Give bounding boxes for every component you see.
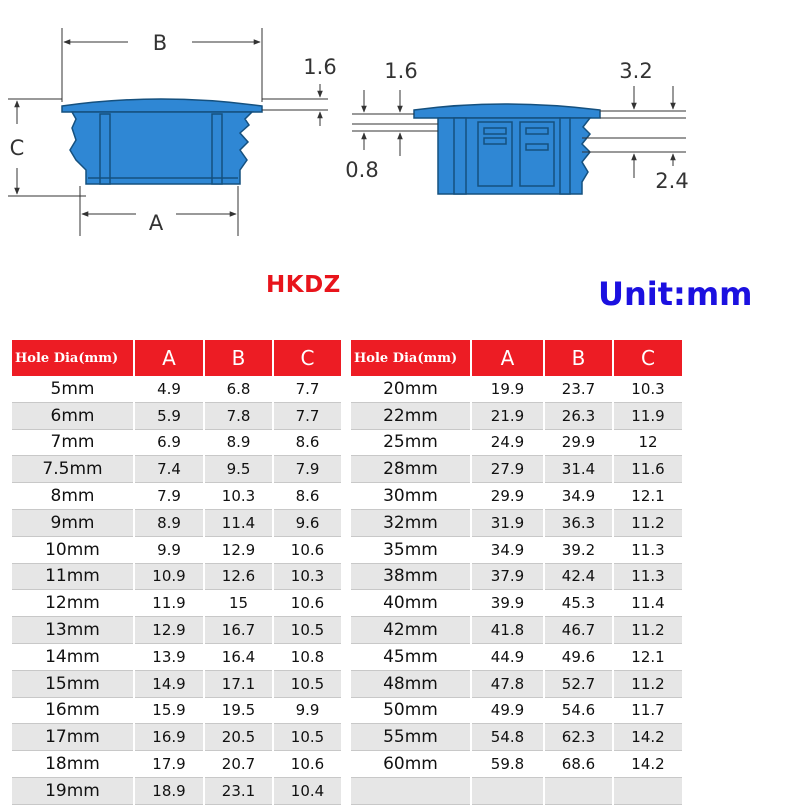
cell-b <box>544 777 613 804</box>
table-row <box>12 536 342 563</box>
cell-b: 29.9 <box>544 429 613 456</box>
cell-b: 16.7 <box>204 617 273 644</box>
cell-a: 24.9 <box>471 429 544 456</box>
plug-shape-right <box>414 104 600 194</box>
cell-c: 7.7 <box>273 376 342 402</box>
table-row <box>12 617 342 644</box>
cell-a: 8.9 <box>134 509 204 536</box>
cell-c: 14.2 <box>613 724 683 751</box>
cell-c: 11.4 <box>613 590 683 617</box>
table-row <box>12 697 342 724</box>
cell-b: 11.4 <box>204 509 273 536</box>
table-row <box>12 643 342 670</box>
cell-hole-dia: 13mm <box>12 617 134 644</box>
cell-a: 12.9 <box>134 617 204 644</box>
header-b: B <box>204 340 273 376</box>
table-row <box>12 376 342 402</box>
cell-a: 14.9 <box>134 670 204 697</box>
brand-name: HKDZ <box>266 272 341 298</box>
cell-hole-dia: 9mm <box>12 509 134 536</box>
label-bottom-right: 2.4 <box>655 169 689 193</box>
table-row <box>351 536 683 563</box>
cell-hole-dia: 15mm <box>12 670 134 697</box>
table-row <box>12 563 342 590</box>
table-row <box>12 751 342 778</box>
cell-b: 19.5 <box>204 697 273 724</box>
table-row <box>351 643 683 670</box>
header-a: A <box>471 340 544 376</box>
table-header-row <box>351 340 683 376</box>
cell-c: 10.4 <box>273 777 342 804</box>
header-b: B <box>544 340 613 376</box>
cell-hole-dia: 25mm <box>351 429 471 456</box>
table-row <box>351 402 683 429</box>
cell-a <box>471 777 544 804</box>
cell-a: 27.9 <box>471 456 544 483</box>
cell-c: 11.9 <box>613 402 683 429</box>
cell-c: 12.1 <box>613 643 683 670</box>
cell-b: 26.3 <box>544 402 613 429</box>
table-row <box>351 617 683 644</box>
cell-c: 10.6 <box>273 590 342 617</box>
cell-c: 10.6 <box>273 536 342 563</box>
table-row <box>12 724 342 751</box>
cell-hole-dia: 12mm <box>12 590 134 617</box>
cell-hole-dia: 8mm <box>12 483 134 510</box>
label-bottom-left: 0.8 <box>345 158 379 182</box>
table-row <box>351 751 683 778</box>
cell-c: 10.3 <box>273 563 342 590</box>
header-hole-dia: Hole Dia(mm) <box>351 340 471 376</box>
header-c: C <box>613 340 683 376</box>
cell-hole-dia: 17mm <box>12 724 134 751</box>
header-a: A <box>134 340 204 376</box>
cell-a: 4.9 <box>134 376 204 402</box>
cell-c: 11.7 <box>613 697 683 724</box>
cell-a: 44.9 <box>471 643 544 670</box>
cell-c: 7.9 <box>273 456 342 483</box>
label-top-left: 1.6 <box>384 59 418 83</box>
cell-c: 9.9 <box>273 697 342 724</box>
cell-b: 34.9 <box>544 483 613 510</box>
cell-hole-dia: 5mm <box>12 376 134 402</box>
cell-hole-dia: 20mm <box>351 376 471 402</box>
cell-b: 23.7 <box>544 376 613 402</box>
cell-hole-dia: 14mm <box>12 643 134 670</box>
cell-c: 11.2 <box>613 509 683 536</box>
table-row <box>12 777 342 804</box>
table-row <box>351 724 683 751</box>
cell-b: 7.8 <box>204 402 273 429</box>
cell-c: 10.6 <box>273 751 342 778</box>
cell-hole-dia: 42mm <box>351 617 471 644</box>
spec-table-right <box>351 340 684 805</box>
left-view <box>8 28 337 236</box>
table-row <box>12 670 342 697</box>
table-row <box>351 590 683 617</box>
cell-hole-dia: 11mm <box>12 563 134 590</box>
cell-hole-dia: 19mm <box>12 777 134 804</box>
table-row <box>351 670 683 697</box>
cell-a: 34.9 <box>471 536 544 563</box>
dimension-diagram <box>0 0 800 260</box>
cell-a: 39.9 <box>471 590 544 617</box>
cell-hole-dia: 22mm <box>351 402 471 429</box>
table-row <box>351 376 683 402</box>
cell-a: 21.9 <box>471 402 544 429</box>
cell-hole-dia: 60mm <box>351 751 471 778</box>
cell-a: 41.8 <box>471 617 544 644</box>
cell-hole-dia: 16mm <box>12 697 134 724</box>
label-a: A <box>148 211 164 235</box>
cell-hole-dia: 7mm <box>12 429 134 456</box>
table-row <box>12 509 342 536</box>
cell-b: 8.9 <box>204 429 273 456</box>
label-c: C <box>9 136 25 160</box>
cell-hole-dia: 28mm <box>351 456 471 483</box>
cell-a: 18.9 <box>134 777 204 804</box>
cell-a: 13.9 <box>134 643 204 670</box>
cell-a: 59.8 <box>471 751 544 778</box>
cell-c: 12 <box>613 429 683 456</box>
cell-a: 9.9 <box>134 536 204 563</box>
table-row <box>12 483 342 510</box>
cell-a: 7.9 <box>134 483 204 510</box>
cell-b: 6.8 <box>204 376 273 402</box>
header-hole-dia: Hole Dia(mm) <box>12 340 134 376</box>
cell-b: 9.5 <box>204 456 273 483</box>
cell-b: 42.4 <box>544 563 613 590</box>
cell-b: 16.4 <box>204 643 273 670</box>
cell-b: 23.1 <box>204 777 273 804</box>
cell-c: 10.5 <box>273 617 342 644</box>
table-row <box>12 590 342 617</box>
cell-b: 46.7 <box>544 617 613 644</box>
cell-hole-dia: 48mm <box>351 670 471 697</box>
table-row <box>351 483 683 510</box>
table-row <box>351 777 683 804</box>
cell-b: 15 <box>204 590 273 617</box>
cell-a: 49.9 <box>471 697 544 724</box>
table-row <box>12 402 342 429</box>
cell-a: 10.9 <box>134 563 204 590</box>
cell-c: 7.7 <box>273 402 342 429</box>
cell-hole-dia: 6mm <box>12 402 134 429</box>
cell-b: 52.7 <box>544 670 613 697</box>
cell-b: 36.3 <box>544 509 613 536</box>
cell-c: 8.6 <box>273 429 342 456</box>
header-c: C <box>273 340 342 376</box>
cell-b: 20.7 <box>204 751 273 778</box>
label-b: B <box>152 31 168 55</box>
cell-hole-dia: 38mm <box>351 563 471 590</box>
cell-hole-dia: 18mm <box>12 751 134 778</box>
plug-shape-left <box>62 99 262 184</box>
cell-hole-dia <box>351 777 471 804</box>
cell-a: 17.9 <box>134 751 204 778</box>
cell-a: 16.9 <box>134 724 204 751</box>
spec-table-left <box>12 340 343 805</box>
cell-hole-dia: 55mm <box>351 724 471 751</box>
cell-a: 31.9 <box>471 509 544 536</box>
table-row <box>351 456 683 483</box>
cell-hole-dia: 35mm <box>351 536 471 563</box>
cell-b: 12.9 <box>204 536 273 563</box>
cell-b: 54.6 <box>544 697 613 724</box>
unit-label: Unit:mm <box>598 275 753 313</box>
cell-hole-dia: 45mm <box>351 643 471 670</box>
cell-a: 54.8 <box>471 724 544 751</box>
cell-c: 12.1 <box>613 483 683 510</box>
label-thickness: 1.6 <box>303 55 337 79</box>
cell-hole-dia: 50mm <box>351 697 471 724</box>
cell-b: 20.5 <box>204 724 273 751</box>
cell-b: 12.6 <box>204 563 273 590</box>
right-view <box>345 59 688 194</box>
cell-c: 11.3 <box>613 563 683 590</box>
cell-a: 5.9 <box>134 402 204 429</box>
cell-a: 7.4 <box>134 456 204 483</box>
table-row <box>351 509 683 536</box>
cell-c: 8.6 <box>273 483 342 510</box>
cell-a: 19.9 <box>471 376 544 402</box>
cell-hole-dia: 32mm <box>351 509 471 536</box>
cell-c: 10.3 <box>613 376 683 402</box>
cell-c: 11.3 <box>613 536 683 563</box>
table-row <box>12 456 342 483</box>
cell-c: 10.5 <box>273 724 342 751</box>
cell-b: 45.3 <box>544 590 613 617</box>
cell-a: 11.9 <box>134 590 204 617</box>
cell-c: 10.5 <box>273 670 342 697</box>
cell-c: 11.6 <box>613 456 683 483</box>
cell-b: 49.6 <box>544 643 613 670</box>
cell-b: 68.6 <box>544 751 613 778</box>
cell-c: 11.2 <box>613 617 683 644</box>
cell-c: 10.8 <box>273 643 342 670</box>
table-row <box>351 697 683 724</box>
cell-a: 15.9 <box>134 697 204 724</box>
cell-c: 11.2 <box>613 670 683 697</box>
cell-hole-dia: 10mm <box>12 536 134 563</box>
cell-b: 39.2 <box>544 536 613 563</box>
cell-c: 14.2 <box>613 751 683 778</box>
table-row <box>12 429 342 456</box>
cell-a: 29.9 <box>471 483 544 510</box>
table-header-row <box>12 340 342 376</box>
cell-a: 6.9 <box>134 429 204 456</box>
label-top-right: 3.2 <box>619 59 653 83</box>
cell-b: 31.4 <box>544 456 613 483</box>
table-row <box>351 429 683 456</box>
table-row <box>351 563 683 590</box>
cell-hole-dia: 7.5mm <box>12 456 134 483</box>
cell-a: 47.8 <box>471 670 544 697</box>
cell-b: 17.1 <box>204 670 273 697</box>
cell-hole-dia: 40mm <box>351 590 471 617</box>
cell-hole-dia: 30mm <box>351 483 471 510</box>
cell-a: 37.9 <box>471 563 544 590</box>
cell-b: 62.3 <box>544 724 613 751</box>
cell-c: 9.6 <box>273 509 342 536</box>
cell-b: 10.3 <box>204 483 273 510</box>
cell-c <box>613 777 683 804</box>
